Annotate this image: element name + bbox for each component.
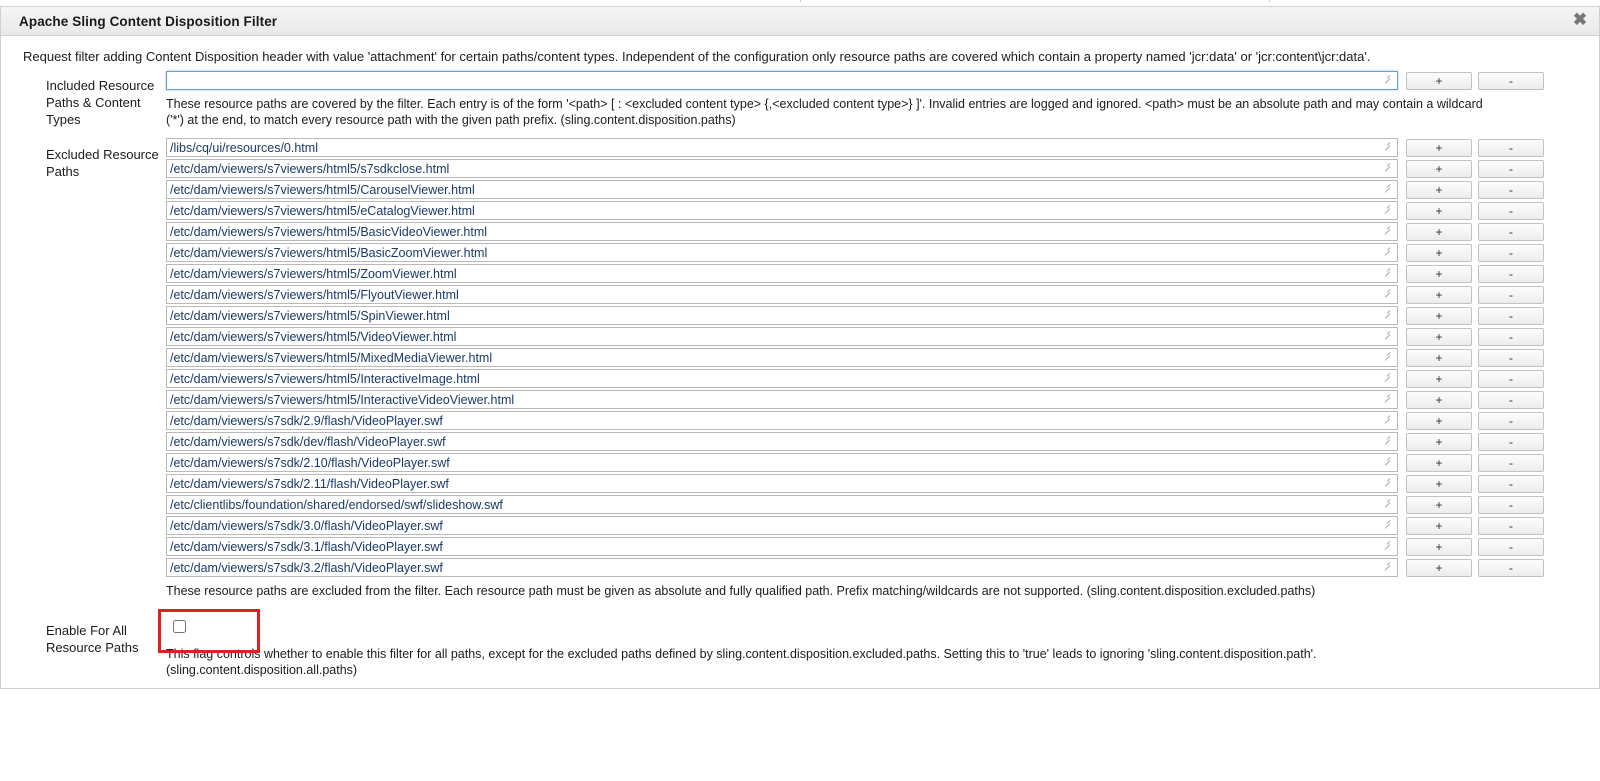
enable-all-field-cell [166, 609, 1599, 688]
excluded-paths-remove-button-15[interactable]: - [1478, 454, 1544, 472]
excluded-paths-input-10[interactable] [166, 348, 1398, 367]
form-row-included [1, 71, 1599, 138]
excluded-paths-input-3[interactable] [166, 201, 1398, 220]
excluded-paths-add-button-1[interactable]: + [1406, 160, 1472, 178]
excluded-paths-remove-button-4[interactable]: - [1478, 223, 1544, 241]
excluded-paths-remove-button-9[interactable]: - [1478, 328, 1544, 346]
excluded-paths-input-1[interactable] [166, 159, 1398, 178]
included-paths-label: Included Resource Paths & Content Types [46, 78, 155, 127]
excluded-paths-add-button-15[interactable]: + [1406, 454, 1472, 472]
excluded-paths-input-8[interactable] [166, 306, 1398, 325]
excluded-paths-label: Excluded Resource Paths [46, 147, 159, 179]
excluded-paths-input-15[interactable] [166, 453, 1398, 472]
included-paths-add-button-0[interactable]: + [1406, 72, 1472, 90]
excluded-paths-input-6[interactable] [166, 264, 1398, 283]
excluded-paths-add-button-6[interactable]: + [1406, 265, 1472, 283]
excluded-paths-input-0[interactable] [166, 138, 1398, 157]
excluded-paths-add-button-10[interactable]: + [1406, 349, 1472, 367]
excluded-paths-remove-button-18[interactable]: - [1478, 517, 1544, 535]
excluded-paths-input-16[interactable] [166, 474, 1398, 493]
excluded-paths-add-button-3[interactable]: + [1406, 202, 1472, 220]
excluded-paths-remove-button-1[interactable]: - [1478, 160, 1544, 178]
excluded-paths-add-button-7[interactable]: + [1406, 286, 1472, 304]
excluded-paths-remove-button-11[interactable]: - [1478, 370, 1544, 388]
dialog-header [1, 7, 1599, 36]
excluded-paths-add-button-11[interactable]: + [1406, 370, 1472, 388]
form-row-excluded [1, 138, 1599, 609]
excluded-paths-add-button-12[interactable]: + [1406, 391, 1472, 409]
excluded-paths-add-button-19[interactable]: + [1406, 538, 1472, 556]
config-form [1, 71, 1599, 688]
excluded-paths-row [166, 369, 1599, 388]
excluded-paths-remove-button-16[interactable]: - [1478, 475, 1544, 493]
excluded-paths-add-button-18[interactable]: + [1406, 517, 1472, 535]
excluded-paths-input-20[interactable] [166, 558, 1398, 577]
excluded-paths-row [166, 243, 1599, 262]
excluded-paths-row [166, 285, 1599, 304]
excluded-paths-input-18[interactable] [166, 516, 1398, 535]
excluded-paths-remove-button-12[interactable]: - [1478, 391, 1544, 409]
excluded-paths-row [166, 222, 1599, 241]
excluded-paths-add-button-16[interactable]: + [1406, 475, 1472, 493]
excluded-paths-add-button-20[interactable]: + [1406, 559, 1472, 577]
excluded-paths-row [166, 516, 1599, 535]
included-paths-input-0[interactable] [166, 71, 1398, 90]
excluded-paths-row [166, 159, 1599, 178]
excluded-paths-remove-button-13[interactable]: - [1478, 412, 1544, 430]
excluded-paths-row [166, 411, 1599, 430]
excluded-paths-add-button-14[interactable]: + [1406, 433, 1472, 451]
excluded-paths-remove-button-10[interactable]: - [1478, 349, 1544, 367]
excluded-paths-remove-button-3[interactable]: - [1478, 202, 1544, 220]
excluded-paths-input-11[interactable] [166, 369, 1398, 388]
excluded-paths-remove-button-8[interactable]: - [1478, 307, 1544, 325]
excluded-paths-add-button-0[interactable]: + [1406, 139, 1472, 157]
excluded-paths-remove-button-7[interactable]: - [1478, 286, 1544, 304]
excluded-paths-add-button-5[interactable]: + [1406, 244, 1472, 262]
included-paths-remove-button-0[interactable]: - [1478, 72, 1544, 90]
excluded-paths-input-19[interactable] [166, 537, 1398, 556]
excluded-paths-row [166, 495, 1599, 514]
dialog-title: Apache Sling Content Disposition Filter [19, 13, 278, 29]
excluded-paths-row [166, 432, 1599, 451]
excluded-paths-remove-button-0[interactable]: - [1478, 139, 1544, 157]
excluded-paths-input-5[interactable] [166, 243, 1398, 262]
excluded-paths-add-button-13[interactable]: + [1406, 412, 1472, 430]
excluded-paths-input-12[interactable] [166, 390, 1398, 409]
excluded-paths-input-9[interactable] [166, 327, 1398, 346]
excluded-paths-row [166, 306, 1599, 325]
enable-all-checkbox-wrap [158, 609, 216, 642]
dialog-body [1, 36, 1599, 688]
excluded-paths-input-13[interactable] [166, 411, 1398, 430]
excluded-paths-remove-button-20[interactable]: - [1478, 559, 1544, 577]
close-icon[interactable]: ✖ [1572, 10, 1588, 29]
excluded-paths-remove-button-14[interactable]: - [1478, 433, 1544, 451]
excluded-paths-remove-button-5[interactable]: - [1478, 244, 1544, 262]
excluded-paths-input-7[interactable] [166, 285, 1398, 304]
dialog-description: Request filter adding Content Disposition header with value 'attachment' for certain paths/content types. Independent of the configuration only resource paths are covered which contain a property named 'jcr:data' or 'jcr:content\jcr:data'. [23, 49, 1371, 64]
excluded-paths-add-button-9[interactable]: + [1406, 328, 1472, 346]
excluded-paths-input-17[interactable] [166, 495, 1398, 514]
excluded-paths-field-cell [166, 138, 1599, 609]
excluded-paths-input-2[interactable] [166, 180, 1398, 199]
excluded-paths-add-button-4[interactable]: + [1406, 223, 1472, 241]
excluded-paths-row [166, 537, 1599, 556]
excluded-paths-remove-button-19[interactable]: - [1478, 538, 1544, 556]
excluded-paths-rows [166, 138, 1599, 577]
included-paths-row [166, 71, 1599, 90]
excluded-paths-row [166, 264, 1599, 283]
excluded-paths-add-button-8[interactable]: + [1406, 307, 1472, 325]
excluded-paths-row [166, 138, 1599, 157]
excluded-paths-input-14[interactable] [166, 432, 1398, 451]
excluded-paths-row [166, 558, 1599, 577]
config-dialog [0, 6, 1600, 689]
excluded-paths-row [166, 180, 1599, 199]
included-paths-help: These resource paths are covered by the filter. Each entry is of the form '<path> [ : <excluded content type> {,<excluded content type>} ]'. Invalid entries are logged and ignored. <path> must be an absolute path and may contain a wildcard ('*') at the end, to match every resource path with the given path prefix. (sling.content.disposition.paths) [166, 97, 1483, 127]
excluded-paths-row [166, 348, 1599, 367]
enable-all-help: This flag controls whether to enable this filter for all paths, except for the excluded paths defined by sling.content.disposition.excluded.paths. Setting this to 'true' leads to ignoring 'sling.content.disposition.path'. (sling.content.disposition.all.paths) [166, 647, 1317, 678]
excluded-paths-help: These resource paths are excluded from the filter. Each resource path must be given as absolute and fully qualified path. Prefix matching/wildcards are not supported. (sling.content.disposition.excluded.paths) [166, 584, 1316, 598]
excluded-paths-add-button-17[interactable]: + [1406, 496, 1472, 514]
excluded-paths-row [166, 390, 1599, 409]
excluded-paths-row [166, 201, 1599, 220]
excluded-paths-add-button-2[interactable]: + [1406, 181, 1472, 199]
excluded-paths-input-4[interactable] [166, 222, 1398, 241]
enable-all-label: Enable For All Resource Paths [46, 623, 139, 655]
background-browser-tab [800, 0, 1270, 2]
form-row-enable-all [1, 609, 1599, 688]
excluded-paths-remove-button-17[interactable]: - [1478, 496, 1544, 514]
included-paths-field-cell [166, 71, 1599, 138]
excluded-paths-row [166, 474, 1599, 493]
enable-all-checkbox[interactable] [173, 620, 186, 633]
excluded-paths-row [166, 453, 1599, 472]
excluded-paths-row [166, 327, 1599, 346]
excluded-paths-remove-button-2[interactable]: - [1478, 181, 1544, 199]
excluded-paths-remove-button-6[interactable]: - [1478, 265, 1544, 283]
